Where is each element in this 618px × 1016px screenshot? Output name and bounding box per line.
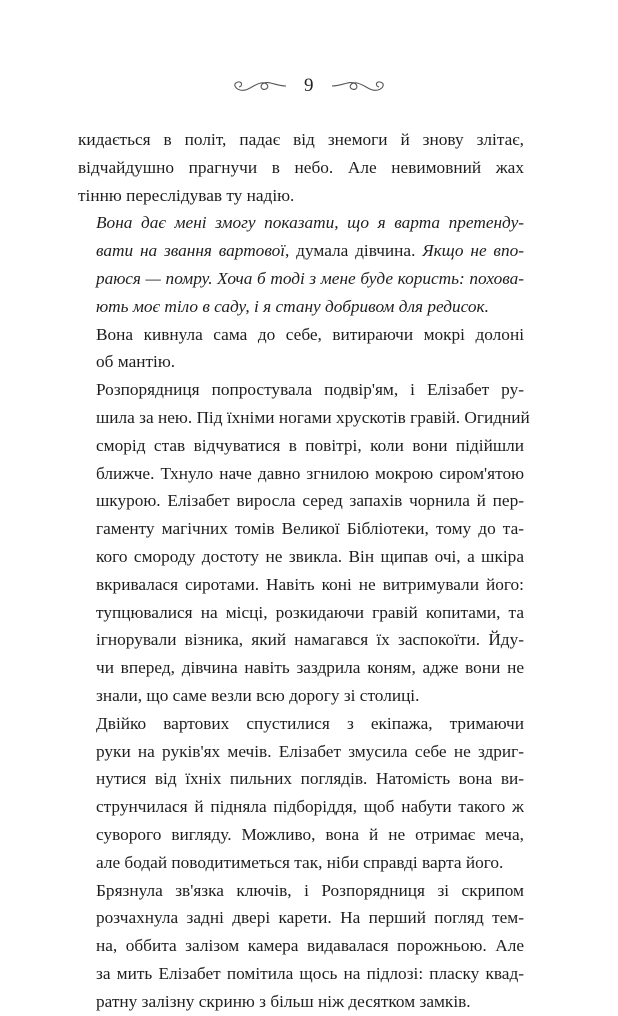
text-line: ють моє тіло в саду, і я стану добривом для редисок. [96,296,489,316]
text-line: шкурою. Елізабет виросла серед запахів чорнила й пер- [96,491,524,511]
text-line: кидається в політ, падає від знемоги й знову злітає, [78,130,524,149]
text-line: Вона дає мені змогу показати, що я варта претенду- [96,213,524,233]
text-line: Двійко вартових спустилися з екіпажа, тримаючи [96,713,524,733]
paragraph [78,877,524,1016]
text-line: відчайдушно прагнучи в небо. Але невимовний жах [78,157,524,177]
text-line: розчахнула задні двері карети. На перший погляд тем- [96,908,524,928]
left-flourish-ornament [230,77,288,95]
paragraph [78,376,530,710]
text-line: шила за нею. Під їхніми ногами хрускотів гравій. Огидний [96,407,530,427]
paragraph [78,209,524,320]
text-line: струнчилася й підняла підборіддя, щоб набути такого ж [96,797,524,817]
text-line: ближче. Тхнуло наче давно згнилою мокрою сиром'ятою [96,463,524,483]
text-line: руки на руків'ях мечів. Елізабет змусила себе не здриг- [96,741,524,761]
text-line: тупцювалися на місці, розкидаючи гравій копитами, та [96,602,524,622]
text-line: вати на звання вартової, думала дівчина. Якщо не впо- [96,241,524,261]
text-line: чи вперед, дівчина навіть заздрила коням, адже вони не [96,658,524,678]
text-line: раюся — помру. Хоча б тоді з мене буде користь: похова- [96,268,524,288]
text-line: ратну залізну скриню з більш ніж десятком замків. [96,991,471,1011]
page-number: 9 [304,75,314,96]
text-line: об мантію. [96,352,176,372]
text-line: але бодай поводитиметься так, ніби справді варта його. [96,852,504,872]
text-line: за мить Елізабет помітила щось на підлозі: пласку квад- [96,963,524,983]
text-line: вкривалася сиротами. Навіть коні не витримували його: [96,574,524,594]
right-flourish-ornament [330,77,388,95]
paragraph [78,126,524,209]
text-line: суворого вигляду. Можливо, вона й не отримає меча, [96,824,524,844]
text-line: на, оббита залізом камера видавалася порожньою. Але [96,936,524,956]
paragraph [78,710,524,877]
text-line: тінню переслідував ту надію. [78,185,295,205]
text-line: нутися від їхніх пильних поглядів. Натомість вона ви- [96,769,524,789]
text-line: Розпорядниця попростувала подвір'ям, і Елізабет ру- [96,380,524,400]
text-line: сморід став відчуватися в повітрі, коли вони підійшли [96,435,524,455]
text-line: Вона кивнула сама до себе, витираючи мокрі долоні [96,324,524,344]
page-header [0,66,618,106]
text-line: ігнорували візника, який намагався їх заспокоїти. Йду- [96,630,524,650]
text-line: гаменту магічних томів Великої Бібліотеки, тому до та- [96,519,524,539]
body-text [78,126,530,1016]
text-line: кого смороду достоту не звикла. Він щипав очі, а шкіра [96,546,524,566]
text-line: знали, що саме везли всю дорогу зі столиці. [96,685,420,705]
text-line: Брязнула зв'язка ключів, і Розпорядниця зі скрипом [96,880,524,900]
paragraph [78,321,524,377]
